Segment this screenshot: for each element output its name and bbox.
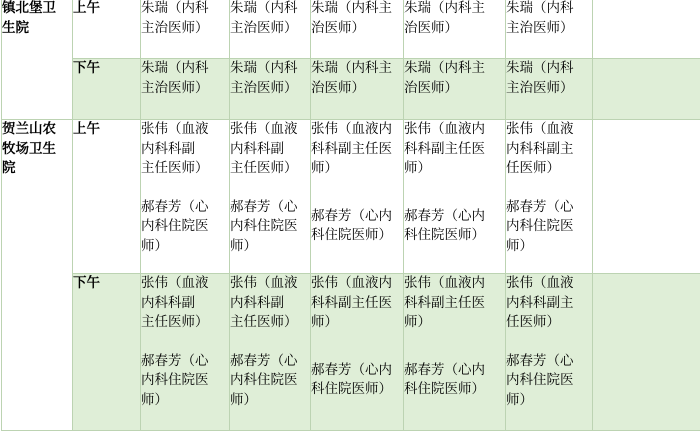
doctor-entry xyxy=(141,120,229,179)
doctor-entry-line: 师） xyxy=(141,237,229,257)
doctor-entry xyxy=(230,198,310,257)
doctor-entry-line: 科住院医师） xyxy=(311,380,403,400)
schedule-cell xyxy=(311,274,404,431)
doctor-entry-line: 任医师） xyxy=(506,159,592,179)
doctor-entry-line: 郝春芳（心 xyxy=(141,352,229,372)
hospital-name-line: 生院 xyxy=(2,19,72,39)
doctor-entry xyxy=(311,120,403,179)
doctor-entry xyxy=(311,274,403,333)
schedule-cell xyxy=(404,274,506,431)
doctor-entry xyxy=(230,120,310,179)
schedule-cell xyxy=(311,59,404,120)
doctor-entry-line: 朱瑞（内科主 xyxy=(404,0,505,19)
doctor-entry-line: 内科住院医 xyxy=(506,217,592,237)
schedule-cell xyxy=(230,59,311,120)
doctor-entry xyxy=(141,59,229,98)
doctor-entry-line: 内科住院医 xyxy=(230,371,310,391)
doctor-entry xyxy=(141,198,229,257)
schedule-cell xyxy=(141,120,230,274)
hospital-name-line: 院 xyxy=(2,159,72,179)
doctor-entry xyxy=(506,120,592,179)
doctor-entry xyxy=(311,59,403,98)
doctor-entry-line: 朱瑞（内科 xyxy=(506,0,592,19)
doctor-entry-line: 治医师） xyxy=(404,19,505,39)
schedule-cell xyxy=(404,120,506,274)
doctor-entry-line: 张伟（血液内 xyxy=(404,274,505,294)
schedule-cell xyxy=(506,274,593,431)
doctor-entry xyxy=(311,0,403,38)
doctor-entry xyxy=(506,59,592,98)
doctor-entry-line: 科科副主任医 xyxy=(404,294,505,314)
doctor-entry xyxy=(404,361,505,400)
doctor-entry-line: 内科科副 xyxy=(230,294,310,314)
doctor-entry-line: 张伟（血液 xyxy=(506,120,592,140)
schedule-cell xyxy=(506,120,593,274)
doctor-entry-line: 张伟（血液内 xyxy=(311,120,403,140)
doctor-entry-line: 师） xyxy=(506,237,592,257)
doctor-entry-line: 任医师） xyxy=(506,313,592,333)
schedule-cell xyxy=(404,59,506,120)
hospital-name-line: 镇北堡卫 xyxy=(2,0,72,19)
doctor-entry-line: 朱瑞（内科 xyxy=(141,0,229,19)
doctor-entry-line: 主治医师） xyxy=(141,19,229,39)
schedule-cell xyxy=(230,274,311,431)
doctor-entry-line: 郝春芳（心 xyxy=(141,198,229,218)
doctor-entry-line: 科科副主任医 xyxy=(404,140,505,160)
doctor-entry xyxy=(230,274,310,333)
doctor-entry-line: 内科科副 xyxy=(230,140,310,160)
period-label: 下午 xyxy=(73,274,141,431)
doctor-entry xyxy=(230,352,310,411)
doctor-entry-line: 内科科副主 xyxy=(506,140,592,160)
hospital-name-line: 贺兰山农 xyxy=(2,120,72,140)
doctor-entry-line: 朱瑞（内科主 xyxy=(311,0,403,19)
doctor-entry-line: 科科副主任医 xyxy=(311,140,403,160)
schedule-cell xyxy=(230,120,311,274)
schedule-cell xyxy=(506,0,593,59)
doctor-entry-line: 郝春芳（心内 xyxy=(404,207,505,227)
hospital-name-line: 牧场卫生 xyxy=(2,140,72,160)
doctor-entry-line: 师） xyxy=(311,159,403,179)
doctor-entry-line: 科住院医师） xyxy=(404,380,505,400)
doctor-entry-line: 主治医师） xyxy=(141,79,229,99)
doctor-entry-line: 主治医师） xyxy=(506,79,592,99)
doctor-entry xyxy=(506,0,592,38)
doctor-entry-line: 郝春芳（心内 xyxy=(404,361,505,381)
hospital-name xyxy=(2,0,73,120)
schedule-row xyxy=(2,274,700,431)
doctor-entry xyxy=(230,59,310,98)
doctor-entry-line: 张伟（血液 xyxy=(141,274,229,294)
doctor-entry xyxy=(141,352,229,411)
doctor-entry-line: 师） xyxy=(230,237,310,257)
doctor-entry xyxy=(404,274,505,333)
doctor-entry-line: 师） xyxy=(404,313,505,333)
hospital-name xyxy=(2,120,73,431)
doctor-entry-line: 张伟（血液 xyxy=(230,274,310,294)
doctor-entry xyxy=(404,120,505,179)
schedule-cell xyxy=(404,0,506,59)
doctor-entry-line: 主治医师） xyxy=(506,19,592,39)
doctor-entry-line: 师） xyxy=(506,391,592,411)
doctor-entry-line: 内科科副主 xyxy=(506,294,592,314)
doctor-entry xyxy=(404,0,505,38)
doctor-entry-line: 主任医师） xyxy=(230,159,310,179)
doctor-entry-line: 内科科副 xyxy=(141,140,229,160)
doctor-entry-line: 治医师） xyxy=(311,79,403,99)
schedule-cell xyxy=(230,0,311,59)
schedule-row xyxy=(2,120,700,274)
schedule-cell xyxy=(593,120,700,274)
schedule-cell xyxy=(506,59,593,120)
doctor-entry-line: 科住院医师） xyxy=(311,226,403,246)
doctor-entry-line: 科科副主任医 xyxy=(311,294,403,314)
doctor-entry-line: 朱瑞（内科主 xyxy=(311,59,403,79)
doctor-entry-line: 张伟（血液 xyxy=(230,120,310,140)
schedule-cell xyxy=(311,120,404,274)
doctor-entry xyxy=(141,0,229,38)
doctor-entry-line: 内科住院医 xyxy=(506,371,592,391)
doctor-entry-line: 郝春芳（心 xyxy=(230,352,310,372)
doctor-entry-line: 师） xyxy=(311,313,403,333)
doctor-entry xyxy=(141,274,229,333)
doctor-entry-line: 朱瑞（内科主 xyxy=(404,59,505,79)
schedule-cell xyxy=(141,274,230,431)
doctor-entry-line: 郝春芳（心内 xyxy=(311,207,403,227)
doctor-entry-line: 主任医师） xyxy=(141,159,229,179)
doctor-entry-line: 内科住院医 xyxy=(141,217,229,237)
period-label: 下午 xyxy=(73,59,141,120)
doctor-entry-line: 朱瑞（内科 xyxy=(230,59,310,79)
period-label: 上午 xyxy=(73,120,141,274)
doctor-entry xyxy=(311,361,403,400)
doctor-entry-line: 师） xyxy=(404,159,505,179)
schedule-table xyxy=(1,0,700,431)
doctor-entry-line: 内科住院医 xyxy=(141,371,229,391)
doctor-entry-line: 主任医师） xyxy=(230,313,310,333)
doctor-entry-line: 郝春芳（心 xyxy=(230,198,310,218)
doctor-entry-line: 治医师） xyxy=(404,79,505,99)
schedule-cell xyxy=(593,274,700,431)
schedule-row xyxy=(2,0,700,59)
doctor-entry-line: 郝春芳（心内 xyxy=(311,361,403,381)
schedule-cell xyxy=(311,0,404,59)
schedule-cell xyxy=(141,59,230,120)
doctor-entry-line: 朱瑞（内科 xyxy=(141,59,229,79)
doctor-entry-line: 朱瑞（内科 xyxy=(506,59,592,79)
doctor-entry-line: 张伟（血液 xyxy=(506,274,592,294)
doctor-entry xyxy=(230,0,310,38)
doctor-entry-line: 师） xyxy=(230,391,310,411)
doctor-entry xyxy=(506,198,592,257)
doctor-entry-line: 师） xyxy=(141,391,229,411)
doctor-entry-line: 朱瑞（内科 xyxy=(230,0,310,19)
doctor-entry-line: 主治医师） xyxy=(230,19,310,39)
doctor-entry-line: 科住院医师） xyxy=(404,226,505,246)
schedule-row xyxy=(2,59,700,120)
period-label: 上午 xyxy=(73,0,141,59)
doctor-entry-line: 主治医师） xyxy=(230,79,310,99)
doctor-entry-line: 治医师） xyxy=(311,19,403,39)
doctor-entry xyxy=(404,59,505,98)
schedule-cell xyxy=(593,0,700,59)
doctor-entry-line: 内科科副 xyxy=(141,294,229,314)
doctor-entry-line: 主任医师） xyxy=(141,313,229,333)
doctor-entry-line: 张伟（血液内 xyxy=(404,120,505,140)
doctor-entry-line: 内科住院医 xyxy=(230,217,310,237)
schedule-cell xyxy=(141,0,230,59)
doctor-entry-line: 郝春芳（心 xyxy=(506,352,592,372)
doctor-entry xyxy=(506,274,592,333)
doctor-entry xyxy=(506,352,592,411)
schedule-cell xyxy=(593,59,700,120)
doctor-entry-line: 郝春芳（心 xyxy=(506,198,592,218)
doctor-entry-line: 张伟（血液内 xyxy=(311,274,403,294)
doctor-entry-line: 张伟（血液 xyxy=(141,120,229,140)
doctor-entry xyxy=(404,207,505,246)
doctor-entry xyxy=(311,207,403,246)
